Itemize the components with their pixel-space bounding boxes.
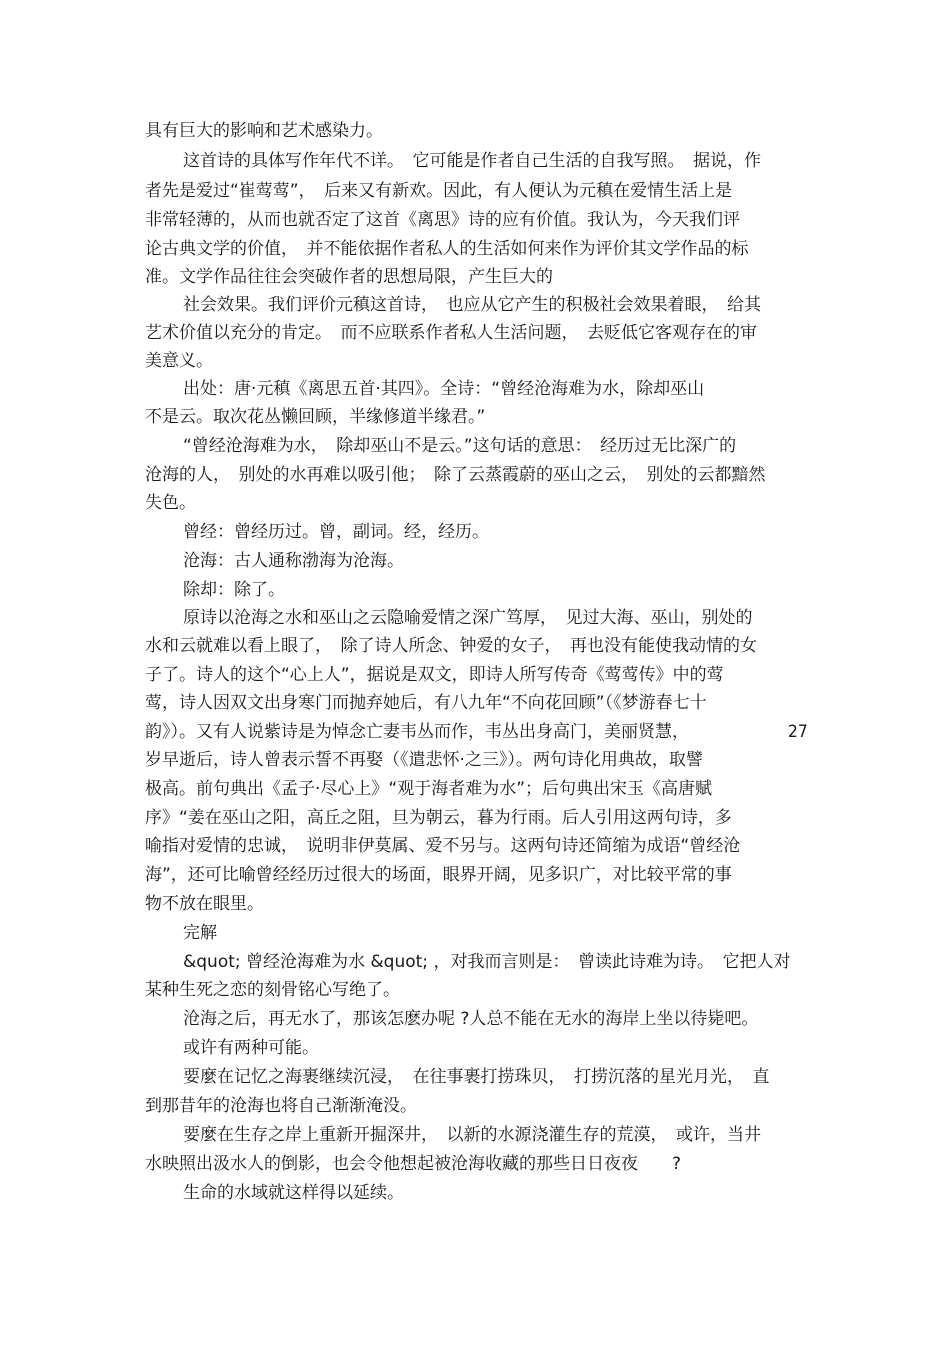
text-line: 水和云就难以看上眼了， 除了诗人所念、钟爱的女子， 再也没有能使我动情的女 (145, 636, 757, 656)
text-line: 沧海：古人通称渤海为沧海。 (183, 551, 404, 571)
text-line: 美意义。 (145, 351, 213, 371)
text-line: 岁早逝后，诗人曾表示誓不再娶（《遣悲怀·之三》）。两句诗化用典故，取譬 (145, 750, 703, 770)
text-line: 极高。前句典出《孟子·尽心上》“观于海者难为水”；后句典出宋玉《高唐赋 (145, 779, 713, 799)
text-line: 27 (788, 722, 808, 742)
text-line: 者先是爱过“崔莺莺”， 后来又有新欢。因此，有人便认为元稹在爱情生活上是 (145, 181, 733, 201)
text-line: 序》“姜在巫山之阳，高丘之阻，旦为朝云，暮为行雨。后人引用这两句诗，多 (145, 808, 732, 828)
text-line: &quot; 曾经沧海难为水 &quot; ，对我而言则是： 曾读此诗难为诗。 它把人对 (183, 952, 791, 972)
text-line: 沧海的人， 别处的水再难以吸引他； 除了云蒸霞蔚的巫山之云， 别处的云都黯然 (145, 465, 766, 485)
text-line: 准。文学作品往往会突破作者的思想局限，产生巨大的 (145, 267, 553, 287)
text-line: 韵》）。又有人说紫诗是为悼念亡妻韦丛而作，韦丛出身高门，美丽贤慧， (145, 722, 689, 742)
text-line: 沧海之后，再无水了，那该怎麽办呢 ?人总不能在无水的海岸上坐以待毙吧。 (183, 1009, 759, 1029)
text-line: 要麼在记忆之海裹继续沉浸， 在往事裹打捞珠贝， 打捞沉落的星光月光， 直 (183, 1067, 770, 1087)
text-line: 要麼在生存之岸上重新开掘深井， 以新的水源浇灌生存的荒漠， 或许，当井 (183, 1125, 761, 1145)
text-line: 喻指对爱情的忠诚， 说明非伊莫属、爱不另与。这两句诗还简缩为成语“曾经沧 (145, 836, 741, 856)
text-line: 水映照出汲水人的倒影，也会令他想起被沧海收藏的那些日日夜夜 ? (145, 1154, 682, 1174)
text-line: 原诗以沧海之水和巫山之云隐喻爱情之深广笃厚， 见过大海、巫山，别处的 (183, 608, 753, 628)
text-line: 或许有两种可能。 (183, 1038, 319, 1058)
text-line: 曾经：曾经历过。曾，副词。经，经历。 (183, 522, 489, 542)
text-line: 莺，诗人因双文出身寒门而抛弃她后，有八九年“不向花回顾”（《梦游春七十 (145, 693, 707, 713)
text-line: 物不放在眼里。 (145, 894, 264, 914)
text-line: 具有巨大的影响和艺术感染力。 (145, 121, 383, 141)
text-line: 除却：除了。 (183, 580, 285, 600)
text-line: 失色。 (145, 493, 196, 513)
text-line: 艺术价值以充分的肯定。 而不应联系作者私人生活问题， 去贬低它客观存在的审 (145, 323, 757, 343)
text-line: 不是云。取次花丛懒回顾，半缘修道半缘君。” (145, 407, 486, 427)
text-line: 某种生死之恋的刻骨铭心写绝了。 (145, 980, 400, 1000)
text-line: 论古典文学的价值， 并不能依据作者私人的生活如何来作为评价其文学作品的标 (145, 239, 749, 259)
text-line: 子了。诗人的这个“心上人”，据说是双文，即诗人所写传奇《莺莺传》中的莺 (145, 665, 724, 685)
text-line: 非常轻薄的，从而也就否定了这首《离思》诗的应有价值。我认为，今天我们评 (145, 210, 740, 230)
text-line: 这首诗的具体写作年代不详。 它可能是作者自己生活的自我写照。 据说，作 (183, 151, 761, 171)
text-line: 完解 (183, 923, 217, 943)
text-line: 生命的水域就这样得以延续。 (183, 1183, 404, 1203)
text-line: 到那昔年的沧海也将自己渐渐淹没。 (145, 1096, 417, 1116)
text-line: 海”，还可比喻曾经经历过很大的场面，眼界开阔，见多识广，对比较平常的事 (145, 865, 732, 885)
text-line: “曾经沧海难为水， 除却巫山不是云。”这句话的意思： 经历过无比深广的 (183, 436, 737, 456)
text-line: 出处：唐·元稹《离思五首·其四》。全诗：“曾经沧海难为水，除却巫山 (183, 379, 705, 399)
text-line: 社会效果。我们评价元稹这首诗， 也应从它产生的积极社会效果着眼， 给其 (183, 295, 761, 315)
